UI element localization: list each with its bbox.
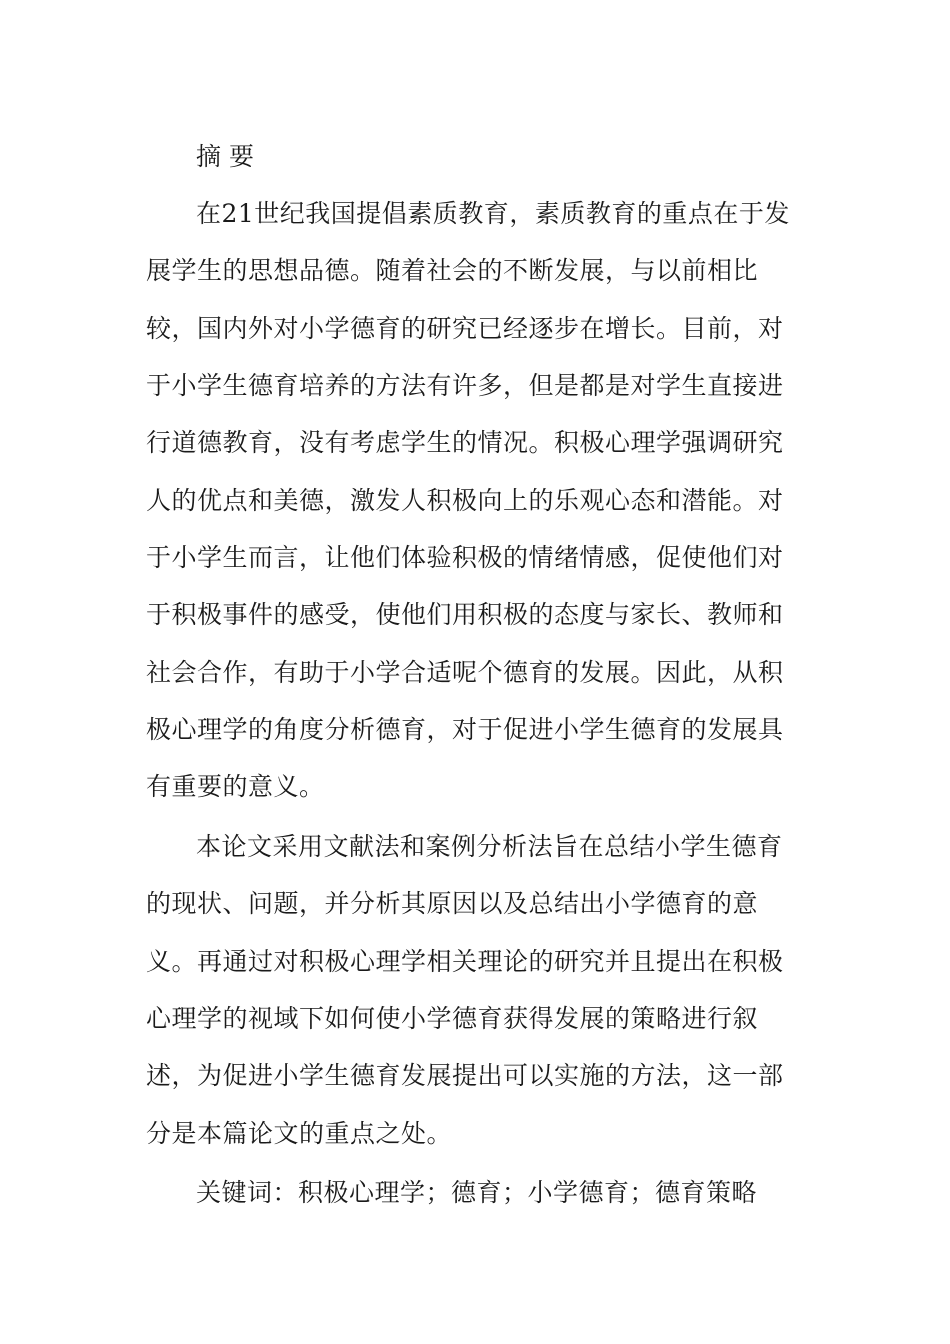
- paragraph-2-line-5: 述，为促进小学生德育发展提出可以实施的方法，这一部: [146, 1061, 784, 1090]
- paragraph-1-line-8: 于积极事件的感受，使他们用积极的态度与家长、教师和: [146, 600, 784, 629]
- paragraph-1-line-9: 社会合作，有助于小学合适呢个德育的发展。因此，从积: [146, 658, 784, 687]
- paragraph-2-line-3: 义。再通过对积极心理学相关理论的研究并且提出在积极: [146, 947, 784, 976]
- paragraph-1-line-7: 于小学生而言，让他们体验积极的情绪情感，促使他们对: [146, 543, 784, 572]
- paragraph-2-line-4: 心理学的视域下如何使小学德育获得发展的策略进行叙: [146, 1004, 759, 1033]
- paragraph-2-line-6: 分是本篇论文的重点之处。: [146, 1119, 453, 1148]
- paragraph-2-line-2: 的现状、问题，并分析其原因以及总结出小学德育的意: [146, 889, 759, 918]
- paragraph-1-line-10: 极心理学的角度分析德育，对于促进小学生德育的发展具: [146, 715, 784, 744]
- paragraph-2-line-1: 本论文采用文献法和案例分析法旨在总结小学生德育: [196, 832, 783, 861]
- abstract-title: 摘 要: [196, 142, 254, 171]
- paragraph-1-line-2: 展学生的思想品德。随着社会的不断发展，与以前相比: [146, 256, 759, 285]
- paragraph-1-line-6: 人的优点和美德，激发人积极向上的乐观心态和潜能。对: [146, 486, 784, 515]
- paragraph-1-line-11: 有重要的意义。: [146, 772, 325, 801]
- paragraph-1-line-3: 较，国内外对小学德育的研究已经逐步在增长。目前，对: [146, 314, 784, 343]
- paragraph-1-line-5: 行道德教育，没有考虑学生的情况。积极心理学强调研究: [146, 428, 784, 457]
- paragraph-1-line-4: 于小学生德育培养的方法有许多，但是都是对学生直接进: [146, 371, 784, 400]
- paragraph-1-line-1: 在21世纪我国提倡素质教育，素质教育的重点在于发: [196, 199, 790, 228]
- keywords-line: 关键词：积极心理学；德育；小学德育；德育策略: [196, 1178, 758, 1207]
